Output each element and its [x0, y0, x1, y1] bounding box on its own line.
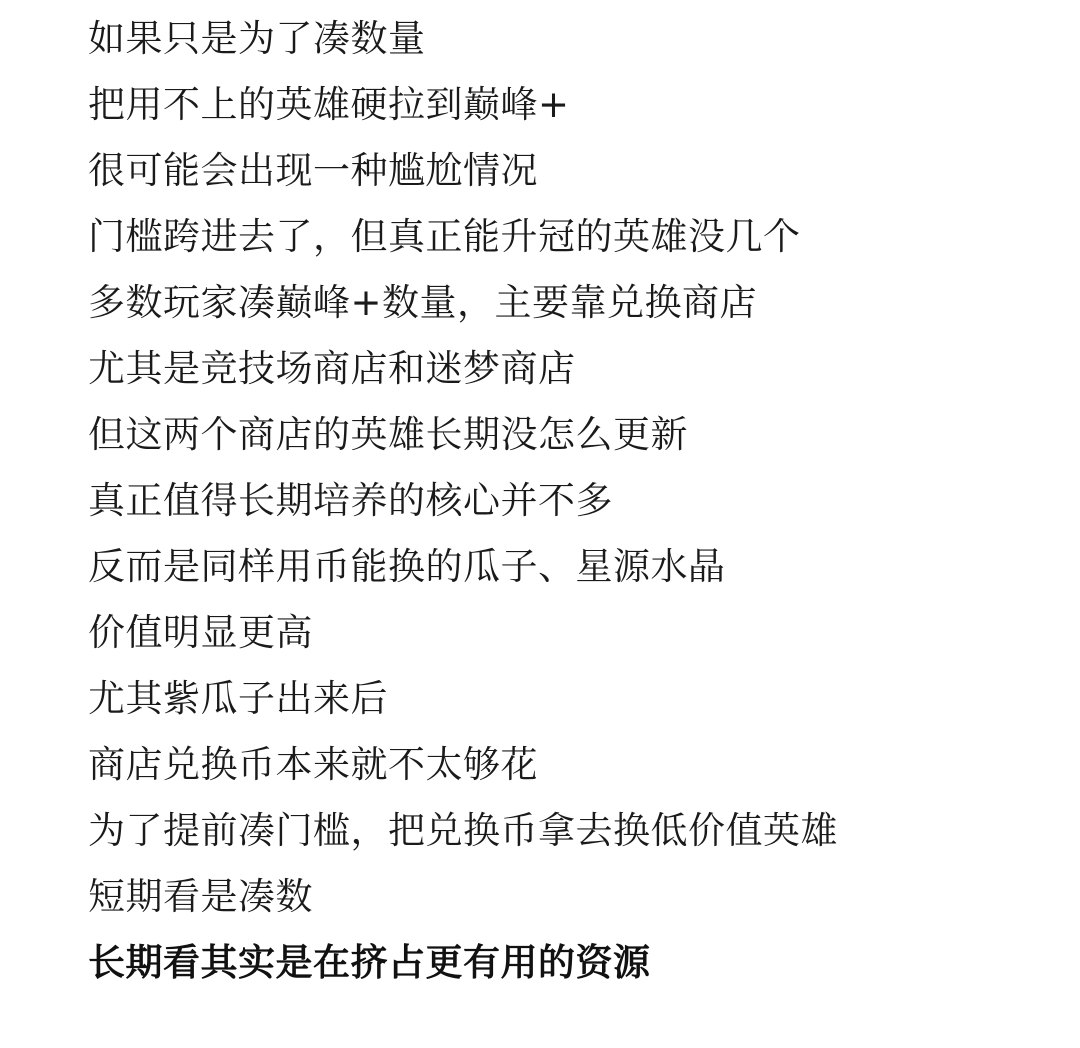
text-line: 很可能会出现一种尴尬情况 — [88, 149, 538, 192]
text-line: 商店兑换币本来就不太够花 — [88, 743, 538, 786]
text-line: 但这两个商店的英雄长期没怎么更新 — [88, 413, 688, 456]
text-line: 短期看是凑数 — [88, 875, 313, 918]
text-line: 多数玩家凑巅峰+数量，主要靠兑换商店 — [88, 281, 758, 324]
text-line: 尤其是竞技场商店和迷梦商店 — [88, 347, 576, 390]
text-line: 价值明显更高 — [88, 611, 313, 654]
text-body — [88, 8, 838, 998]
text-line: 真正值得长期培养的核心并不多 — [88, 479, 613, 522]
text-line: 为了提前凑门槛，把兑换币拿去换低价值英雄 — [88, 809, 838, 852]
text-line: 门槛跨进去了，但真正能升冠的英雄没几个 — [88, 215, 801, 258]
text-line: 反而是同样用币能换的瓜子、星源水晶 — [88, 545, 726, 588]
text-line: 如果只是为了凑数量 — [88, 17, 426, 60]
text-line: 尤其紫瓜子出来后 — [88, 677, 388, 720]
text-line: 把用不上的英雄硬拉到巅峰+ — [88, 83, 570, 126]
text-line-emphasis: 长期看其实是在挤占更有用的资源 — [88, 941, 651, 984]
